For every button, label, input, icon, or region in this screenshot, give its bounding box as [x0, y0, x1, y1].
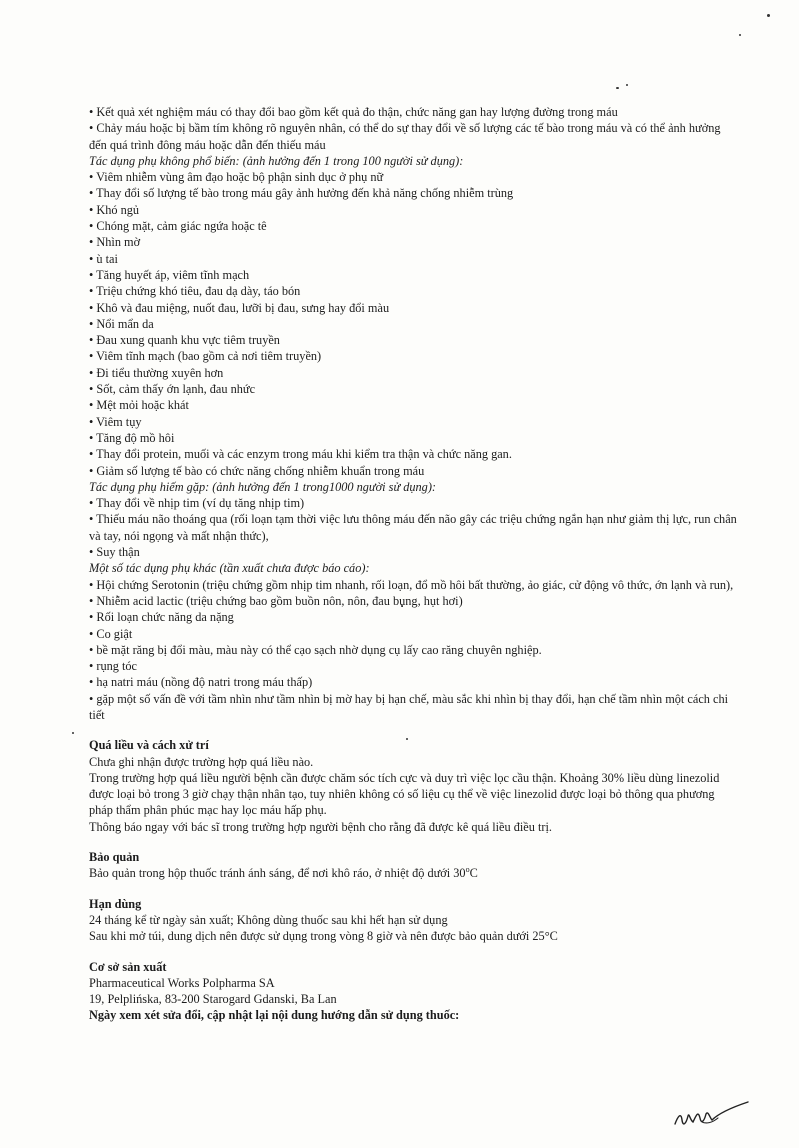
- storage-text-main: Bảo quản trong hộp thuốc tránh ánh sáng, để nơi khô ráo, ở nhiệt độ dưới 30: [89, 866, 466, 881]
- storage-section: [89, 849, 739, 882]
- list-item: • Chóng mặt, cảm giác ngứa hoặc tê: [89, 219, 267, 234]
- storage-unit: C: [469, 866, 478, 881]
- list-item: • Nhìn mờ: [89, 235, 141, 250]
- list-item: • Đau xung quanh khu vực tiêm truyền: [89, 333, 280, 348]
- manufacturer-title: Cơ sở sản xuất: [89, 959, 167, 974]
- overdose-paragraph: Thông báo ngay với bác sĩ trong trường hợp người bệnh cho rằng đã được kê quá liều điều trị.: [89, 819, 552, 834]
- list-item: • Thay đổi về nhịp tim (ví dụ tăng nhịp tim): [89, 496, 305, 511]
- overdose-paragraph: Trong trường hợp quá liều người bệnh cần được chăm sóc tích cực và duy trì việc lọc cầu thận. Khoảng 30% liều dùng linezolid được loại bỏ trong 3 giờ chạy thận nhân tạo, tuy nhiên không có số liệu cụ thể về việc linezolid được loại bỏ thông qua phương pháp thẩm phân phúc mạc hay lọc máu hấp phụ.: [89, 770, 720, 818]
- list-item: • Rối loạn chức năng da nặng: [89, 610, 234, 625]
- list-item: • Thay đổi số lượng tế bào trong máu gây ảnh hưởng đến khả năng chống nhiễm trùng: [89, 186, 514, 201]
- shelf-life-line: 24 tháng kể từ ngày sản xuất; Không dùng thuốc sau khi hết hạn sử dụng: [89, 912, 448, 927]
- overdose-paragraph: Chưa ghi nhận được trường hợp quá liều nào.: [89, 754, 314, 769]
- list-item: • Viêm tĩnh mạch (bao gồm cả nơi tiêm truyền): [89, 349, 322, 364]
- list-item: • Nhiễm acid lactic (triệu chứng bao gồm buồn nôn, nôn, đau bụng, hụt hơi): [89, 593, 463, 608]
- unknown-frequency-heading: Một số tác dụng phụ khác (tần xuất chưa được báo cáo):: [89, 561, 370, 576]
- list-item: • Hội chứng Serotonin (triệu chứng gồm nhịp tim nhanh, rối loạn, đổ mồ hôi bất thường, ảo giác, cử động vô thức, ớn lạnh và run),: [89, 577, 734, 592]
- list-item: • Mệt mỏi hoặc khát: [89, 398, 189, 413]
- rare-heading: Tác dụng phụ hiếm gặp: (ảnh hưởng đến 1 trong1000 người sử dụng):: [89, 479, 437, 494]
- scan-speck: [616, 87, 619, 89]
- shelf-life-section: [89, 896, 739, 945]
- list-item: • Khô và đau miệng, nuốt đau, lưỡi bị đau, sưng hay đổi màu: [89, 300, 390, 315]
- list-item: • Thay đổi protein, muối và các enzym trong máu khi kiểm tra thận và chức năng gan.: [89, 447, 512, 462]
- list-item: • Giảm số lượng tế bào có chức năng chống nhiễm khuẩn trong máu: [89, 463, 425, 478]
- overdose-title: Quá liều và cách xử trí: [89, 738, 209, 753]
- list-item: • ù tai: [89, 251, 118, 266]
- list-item: • Triệu chứng khó tiêu, đau dạ dày, táo bón: [89, 284, 301, 299]
- manufacturer-address: 19, Pelplińska, 83-200 Starogard Gdanski, Ba Lan: [89, 992, 337, 1007]
- side-effects-section: [89, 104, 739, 723]
- overdose-section: [89, 737, 739, 835]
- list-item: • bề mặt răng bị đổi màu, màu này có thể cạo sạch nhờ dụng cụ lấy cao răng chuyên nghiệp.: [89, 642, 542, 657]
- storage-title: Bảo quản: [89, 850, 140, 865]
- shelf-life-line: Sau khi mở túi, dung dịch nên được sử dụng trong vòng 8 giờ và nên được bảo quản dưới 25°C: [89, 929, 558, 944]
- scan-speck: [626, 84, 628, 86]
- list-item: • Viêm tụy: [89, 414, 142, 429]
- list-item: • gặp một số vấn đề với tầm nhìn như tầm nhìn bị mờ hay bị hạn chế, màu sắc khi nhìn bị thay đổi, hạn chế tầm nhìn một cách chi tiết: [89, 691, 729, 722]
- list-item: • Tăng độ mồ hôi: [89, 430, 175, 445]
- list-item: • Chảy máu hoặc bị bầm tím không rõ nguyên nhân, có thể do sự thay đổi về số lượng các tế bào trong máu và có thể ảnh hưởng đến quá trình đông máu hoặc dẫn đến thiếu máu: [89, 121, 721, 152]
- list-item: • Kết quả xét nghiệm máu có thay đổi bao gồm kết quả đo thận, chức năng gan hay lượng đường trong máu: [89, 105, 618, 119]
- list-item: • hạ natri máu (nồng độ natri trong máu thấp): [89, 675, 313, 690]
- manufacturer-name: Pharmaceutical Works Polpharma SA: [89, 975, 275, 990]
- list-item: • Khó ngủ: [89, 202, 140, 217]
- list-item: • Thiếu máu não thoáng qua (rối loạn tạm thời việc lưu thông máu đến não gây các triệu chứng ngắn hạn như giảm thị lực, run chân và tay, nói ngọng và mất nhận thức),: [89, 512, 737, 543]
- list-item: • rụng tóc: [89, 659, 138, 674]
- list-item: • Co giật: [89, 626, 133, 641]
- degree-sign: o: [465, 865, 470, 875]
- shelf-life-title: Hạn dùng: [89, 896, 142, 911]
- scan-speck: [72, 732, 74, 734]
- uncommon-heading: Tác dụng phụ không phổ biến: (ảnh hưởng đến 1 trong 100 người sử dụng):: [89, 153, 464, 168]
- list-item: • Tăng huyết áp, viêm tĩnh mạch: [89, 267, 250, 282]
- list-item: • Suy thận: [89, 545, 140, 560]
- manufacturer-section: [89, 959, 739, 1024]
- document-page: [89, 104, 739, 1024]
- storage-text: [89, 865, 739, 881]
- list-item: • Viêm nhiễm vùng âm đạo hoặc bộ phận sinh dục ở phụ nữ: [89, 170, 384, 185]
- list-item: • Sốt, cảm thấy ớn lạnh, đau nhức: [89, 382, 256, 397]
- signature-mark: [672, 1098, 752, 1132]
- scan-speck: [767, 14, 770, 17]
- list-item: • Nổi mẩn da: [89, 316, 154, 331]
- list-item: • Đi tiểu thường xuyên hơn: [89, 365, 224, 380]
- review-date-label: Ngày xem xét sửa đổi, cập nhật lại nội dung hướng dẫn sử dụng thuốc:: [89, 1008, 460, 1023]
- scan-speck: [739, 34, 741, 36]
